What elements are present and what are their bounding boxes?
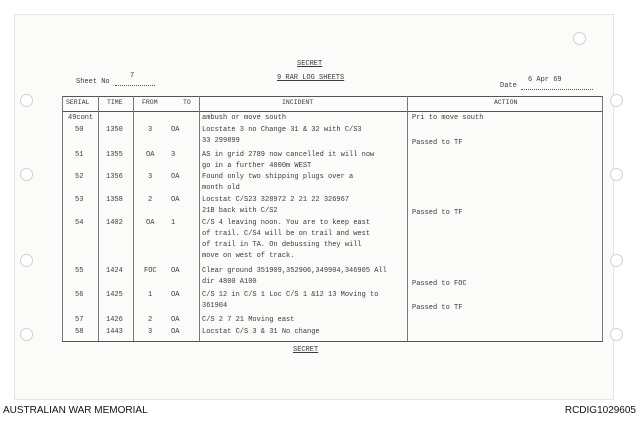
row-incident-line: go in a further 4000m WEST (202, 162, 312, 170)
row-time: 1355 (106, 151, 123, 159)
row-incident-line: AS in grid 2789 now cancelled it will now (202, 151, 375, 159)
punch-hole-1 (20, 94, 33, 107)
row-from: 3 (148, 126, 153, 134)
rule-to (199, 96, 200, 342)
punch-hole-4 (20, 328, 33, 341)
rule-left (62, 96, 63, 342)
row-serial: 51 (75, 151, 84, 159)
row-action-line: Passed to TF (412, 304, 463, 312)
col-serial: SERIAL (66, 99, 90, 106)
row-time: 1426 (106, 316, 123, 324)
row-to: OA (171, 316, 180, 324)
archive-credit: AUSTRALIAN WAR MEMORIAL (3, 405, 148, 416)
row-action-line: Passed to FOC (412, 280, 467, 288)
sheet-number-dots (115, 85, 155, 86)
row-from: 2 (148, 316, 153, 324)
row-from: FOC (144, 267, 157, 275)
punch-hole-9 (610, 328, 623, 341)
rule-serial (98, 96, 99, 342)
row-to: OA (171, 328, 180, 336)
row-action-line: Passed to TF (412, 209, 463, 217)
classification-top: SECRET (297, 60, 323, 68)
row-serial: 50 (75, 126, 84, 134)
row-to: OA (171, 126, 180, 134)
col-action: ACTION (494, 99, 518, 106)
rule-time (133, 96, 134, 342)
row-serial: 53 (75, 196, 84, 204)
row-time: 1350 (106, 126, 123, 134)
punch-hole-3 (20, 254, 33, 267)
row-action-line: Passed to TF (412, 139, 463, 147)
punch-hole-6 (610, 94, 623, 107)
row-incident-line: C/S 4 leaving noon. You are to keep east (202, 219, 371, 227)
row-time: 1402 (106, 219, 123, 227)
col-incident: INCIDENT (282, 99, 314, 106)
row-incident-line: 361904 (202, 302, 228, 310)
row-from: 3 (148, 173, 153, 181)
sheet-number: 7 (130, 72, 135, 80)
row-to: OA (171, 173, 180, 181)
row-incident-line: C/S 2 7 21 Moving east (202, 316, 295, 324)
date-dots (521, 89, 593, 90)
row-incident-line: 33 299899 (202, 137, 240, 145)
row-incident-line: move on west of track. (202, 252, 295, 260)
row-time: 1443 (106, 328, 123, 336)
row-incident-line: Locstat C/S 3 & 31 No change (202, 328, 320, 336)
row-incident-line: Locstate 3 no Change 31 & 32 with C/S3 (202, 126, 362, 134)
row-incident-line: 21B back with C/S2 (202, 207, 278, 215)
row-to: 1 (171, 219, 176, 227)
col-from: FROM (142, 99, 158, 106)
row-from: 2 (148, 196, 153, 204)
row-to: 3 (171, 151, 176, 159)
row-action-line: Pri to move south (412, 114, 484, 122)
row-to: OA (171, 291, 180, 299)
col-to: TO (183, 99, 191, 106)
log-sheet (14, 14, 614, 400)
date-label: Date (500, 82, 517, 90)
row-serial: 49cont (68, 114, 94, 122)
row-incident-line: ambush or move south (202, 114, 287, 122)
row-time: 1425 (106, 291, 123, 299)
punch-hole-8 (610, 254, 623, 267)
row-incident-line: Locstat C/S23 328972 2 21 22 326967 (202, 196, 350, 204)
row-incident-line: month old (202, 184, 240, 192)
row-to: OA (171, 196, 180, 204)
sheet-label: Sheet No (76, 78, 110, 86)
row-incident-line: of trail. C/S4 will be on trail and west (202, 230, 371, 238)
rule-right (602, 96, 603, 342)
row-incident-line: C/S 12 in C/S 1 Loc C/S 1 &12 13 Moving to (202, 291, 379, 299)
rule-incident (407, 96, 408, 342)
col-time: TIME (107, 99, 123, 106)
rule-bottom (62, 341, 603, 342)
unit-title: 9 RAR LOG SHEETS (277, 74, 345, 82)
row-serial: 55 (75, 267, 84, 275)
archive-reference: RCDIG1029605 (564, 405, 636, 416)
row-from: OA (146, 151, 155, 159)
punch-hole-2 (20, 168, 33, 181)
classification-bottom: SECRET (293, 346, 319, 354)
punch-hole-5 (573, 32, 586, 45)
row-serial: 54 (75, 219, 84, 227)
row-incident-line: dir 4800 A100 (202, 278, 257, 286)
row-serial: 52 (75, 173, 84, 181)
row-time: 1356 (106, 173, 123, 181)
row-from: OA (146, 219, 155, 227)
row-time: 1424 (106, 267, 123, 275)
row-to: OA (171, 267, 180, 275)
row-serial: 57 (75, 316, 84, 324)
row-incident-line: Clear ground 351909,352906,349904,346905 All (202, 267, 387, 275)
row-incident-line: Found only two shipping plugs over a (202, 173, 354, 181)
row-serial: 56 (75, 291, 84, 299)
row-incident-line: of trail in TA. On debussing they will (202, 241, 362, 249)
row-serial: 58 (75, 328, 84, 336)
punch-hole-7 (610, 168, 623, 181)
date-value: 6 Apr 69 (528, 76, 562, 84)
row-from: 1 (148, 291, 153, 299)
row-from: 3 (148, 328, 153, 336)
row-time: 1358 (106, 196, 123, 204)
